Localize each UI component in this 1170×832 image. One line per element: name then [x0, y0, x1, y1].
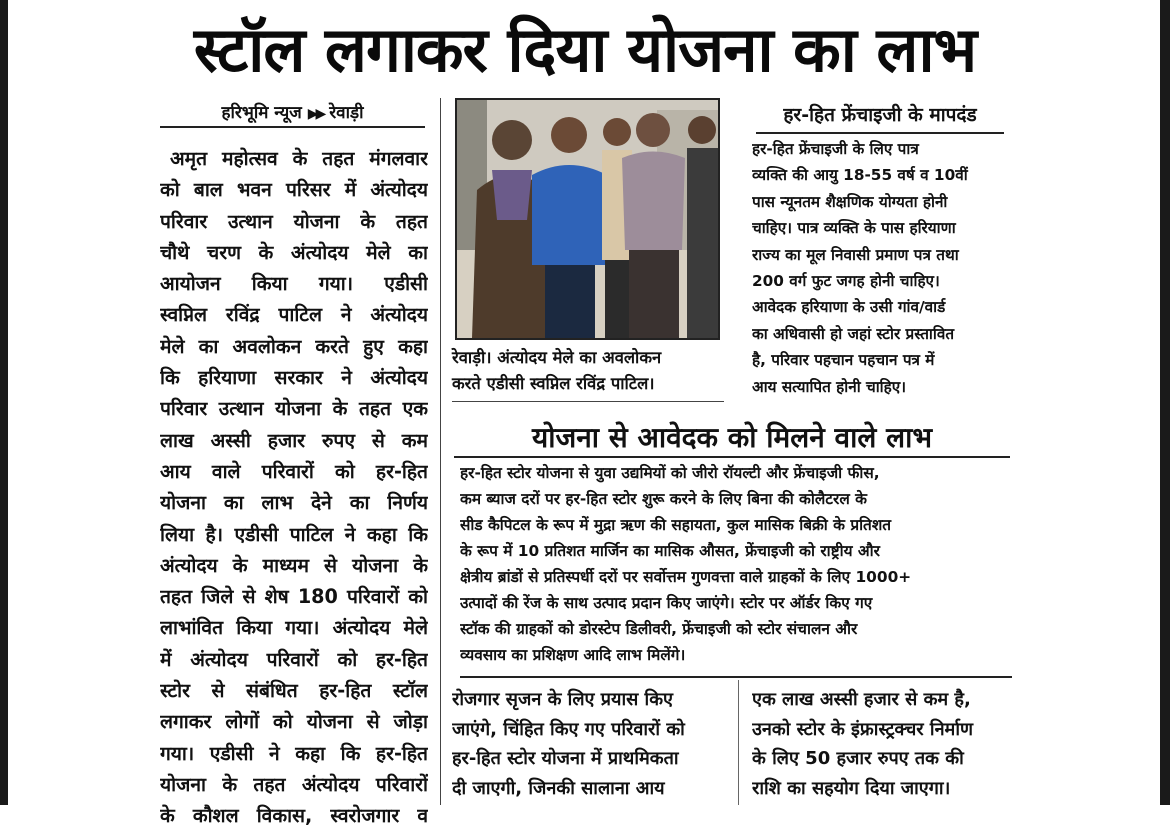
article-line: मेले का अवलोकन करते हुए कहा	[160, 334, 428, 358]
benefits-line: व्यवसाय का प्रशिक्षण आदि लाभ मिलेंगे।	[460, 646, 686, 664]
article-line: स्टोर से संबंधित हर-हित स्टॉल	[160, 679, 428, 703]
article-line: अमृत महोत्सव के तहत मंगलवार	[170, 147, 428, 170]
article-line: गया। एडीसी ने कहा कि हर-हित	[160, 741, 428, 765]
benefits-line: सीड कैपिटल के रूप में मुद्रा ऋण की सहायता, कुल मासिक बिक्री के प्रतिशत	[460, 516, 892, 534]
article-line: दी जाएगी, जिनकी सालाना आय	[452, 777, 665, 799]
article-line: रोजगार सृजन के लिए प्रयास किए	[452, 689, 673, 710]
benefits-text	[460, 460, 1012, 678]
byline-arrows-icon: ▶▶	[307, 106, 324, 122]
criteria-line: पास न्यूनतम शैक्षणिक योग्यता होनी	[752, 192, 948, 211]
benefits-line: के रूप में 10 प्रतिशत मार्जिन का मासिक औसत, फ्रेंचाइजी को राष्ट्रीय और	[460, 542, 880, 560]
article-line: जाएंगे, चिंहित किए गए परिवारों को	[452, 718, 685, 740]
criteria-line: हर-हित फ्रेंचाइजी के लिए पात्र	[752, 140, 919, 158]
article-line: परिवार उत्थान योजना के तहत एक	[160, 397, 428, 421]
article-line: आयोजन किया गया। एडीसी	[160, 272, 428, 296]
article-line: आय वाले परिवारों को हर-हित	[160, 459, 428, 483]
article-line: तहत जिले से शेष 180 परिवारों को	[160, 585, 428, 609]
article-line: लिया है। एडीसी पाटिल ने कहा कि	[160, 522, 428, 546]
article-line: परिवार उत्थान योजना के तहत	[160, 209, 428, 233]
benefits-line: हर-हित स्टोर योजना से युवा उद्यमियों को जीरो रॉयल्टी और फ्रेंचाइजी फीस,	[460, 464, 880, 482]
headline: स्टॉल लगाकर दिया योजना का लाभ	[193, 13, 977, 86]
caption-line: रेवाड़ी। अंत्योदय मेले का अवलोकन	[452, 348, 662, 367]
column-divider	[738, 680, 739, 805]
article-line: एक लाख अस्सी हजार से कम है,	[752, 689, 971, 710]
criteria-line: आय सत्यापित होनी चाहिए।	[752, 377, 907, 396]
news-photo	[455, 98, 720, 340]
criteria-text	[752, 136, 1010, 400]
article-line: योजना का लाभ देने का निर्णय	[160, 491, 428, 515]
benefits-line: कम ब्याज दरों पर हर-हित स्टोर शुरू करने के लिए बिना की कोलैटरल के	[460, 490, 867, 508]
article-line: अंत्योदय के माध्यम से योजना के	[160, 553, 428, 577]
article-line: उनको स्टोर के इंफ्रास्ट्रक्चर निर्माण	[752, 718, 973, 740]
article-line: राशि का सहयोग दिया जाएगा।	[752, 777, 951, 799]
criteria-line: व्यक्ति की आयु 18-55 वर्ष व 10वीं	[752, 166, 968, 185]
article-line: लाख अस्सी हजार रुपए से कम	[160, 428, 428, 452]
article-line: चौथे चरण के अंत्योदय मेले का	[160, 240, 428, 264]
article-line: के लिए 50 हजार रुपए तक की	[752, 748, 964, 769]
photo-caption	[452, 345, 724, 402]
article-line: योजना के तहत अंत्योदय परिवारों	[160, 772, 428, 796]
article-line: कि हरियाणा सरकार ने अंत्योदय	[160, 366, 428, 390]
column-divider	[440, 98, 441, 805]
benefits-line: उत्पादों की रेंज के साथ उत्पाद प्रदान किए जाएंगे। स्टोर पर ऑर्डर किए गए	[460, 594, 873, 612]
criteria-heading: हर-हित फ्रेंचाइजी के मापदंड	[756, 98, 1004, 134]
criteria-line: आवेदक हरियाणा के उसी गांव/वार्ड	[752, 298, 946, 317]
byline-source: हरिभूमि न्यूज	[221, 103, 302, 123]
article-line: को बाल भवन परिसर में अंत्योदय	[160, 178, 428, 202]
article-line: के कौशल विकास, स्वरोजगार व	[160, 804, 428, 828]
middle-column-article	[452, 685, 727, 803]
criteria-line: है, परिवार पहचान पहचान पत्र में	[752, 351, 935, 370]
article-line: स्वप्निल रविंद्र पाटिल ने अंत्योदय	[160, 303, 428, 327]
left-border	[0, 0, 8, 805]
criteria-line: राज्य का मूल निवासी प्रमाण पत्र तथा	[752, 245, 959, 264]
article-line: में अंत्योदय परिवारों को हर-हित	[160, 647, 428, 671]
criteria-line: 200 वर्ग फुट जगह होनी चाहिए।	[752, 272, 940, 291]
article-line: लाभांवित किया गया। अंत्योदय मेले	[160, 616, 428, 640]
byline	[160, 100, 425, 128]
left-column-article	[160, 143, 428, 832]
article-line: लगाकर लोगों को योजना से जोड़ा	[160, 710, 428, 734]
benefits-line: स्टॉक की ग्राहकों को डोरस्टेप डिलीवरी, फ्रेंचाइजी को स्टोर संचालन और	[460, 620, 858, 638]
criteria-line: चाहिए। पात्र व्यक्ति के पास हरियाणा	[752, 219, 956, 238]
byline-place: रेवाड़ी	[329, 103, 364, 123]
right-border	[1160, 0, 1170, 805]
right-column-article	[752, 685, 1020, 803]
criteria-line: का अधिवासी हो जहां स्टोर प्रस्तावित	[752, 324, 955, 343]
benefits-line: क्षेत्रीय ब्रांडों से प्रतिस्पर्धी दरों पर सर्वोत्तम गुणवत्ता वाले ग्राहकों के लिए 1000+	[460, 568, 912, 586]
benefits-heading: योजना से आवेदक को मिलने वाले लाभ	[454, 420, 1010, 458]
photo-illustration	[457, 100, 718, 338]
caption-line: करते एडीसी स्वप्निल रविंद्र पाटिल।	[452, 374, 655, 393]
article-line: हर-हित स्टोर योजना में प्राथमिकता	[452, 748, 679, 769]
